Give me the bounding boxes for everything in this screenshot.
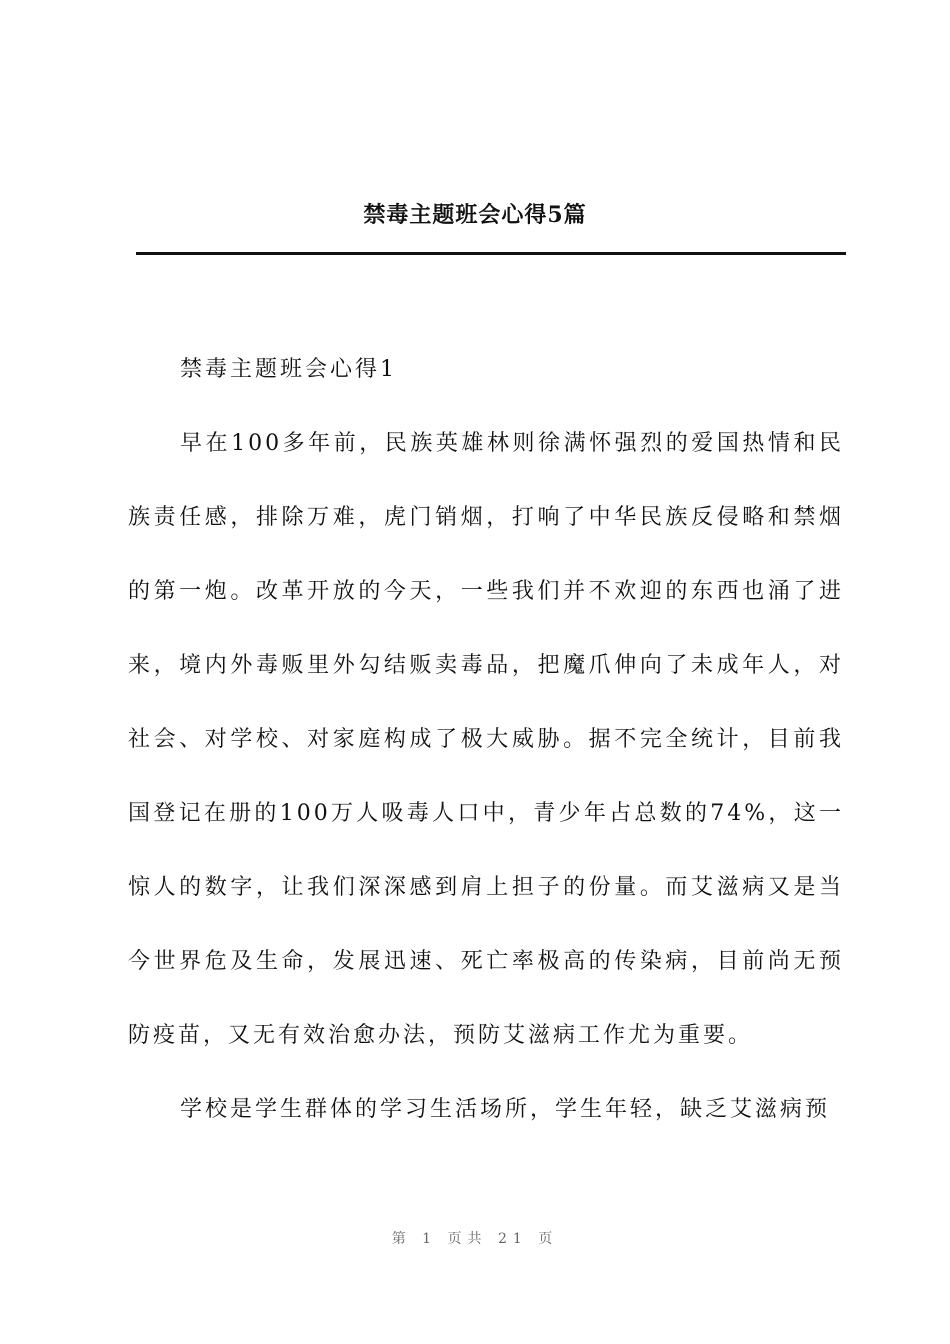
document-title: 禁毒主题班会心得5篇: [363, 202, 587, 228]
paragraph-2: 学校是学生群体的学习生活场所，学生年轻，缺乏艾滋病预: [180, 1097, 831, 1122]
section-heading: 禁毒主题班会心得1: [180, 357, 397, 382]
page-number-footer: 第 1 页共 21 页: [391, 1231, 559, 1247]
paragraph-1: 早在100多年前，民族英雄林则徐满怀强烈的爱国热情和民族责任感，排除万难，虎门销烟，打响了中华民族反侵略和禁烟的第一炮。改革开放的今天，一些我们并不欢迎的东西也涌了进来，境内外毒贩里外勾结贩卖毒品，把魔爪伸向了未成年人，对社会、对学校、对家庭构成了极大威胁。据不完全统计，目前我国登记在册的100万人吸毒人口中，青少年占总数的74%，这一惊人的数字，让我们深深感到肩上担子的份量。而艾滋病又是当今世界危及生命，发展迅速、死亡率极高的传染病，目前尚无预防疫苗，又无有效治愈办法，预防艾滋病工作尤为重要。: [128, 431, 844, 1048]
title-underline-rule: [136, 252, 846, 255]
